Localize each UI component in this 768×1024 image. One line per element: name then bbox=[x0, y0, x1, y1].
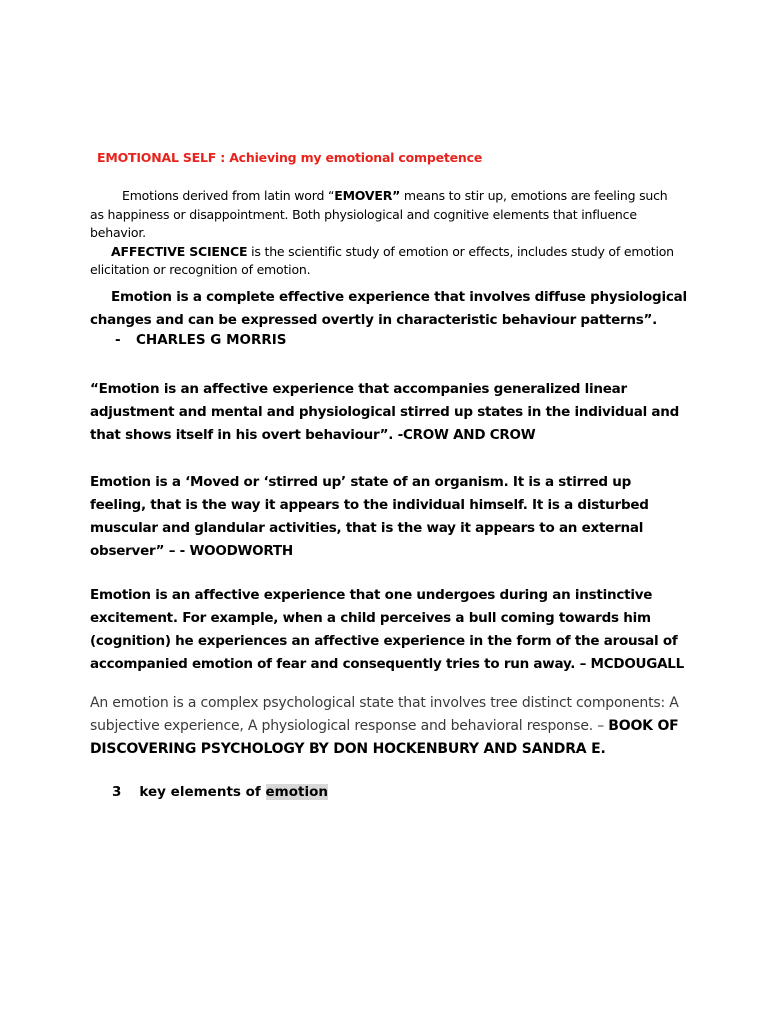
intro-text-b: means to stir up, emotions are feeling such as happiness or disappointment. Both physiological and cognitive elements that influence behavior. bbox=[90, 188, 668, 240]
quote-morris: Emotion is a complete effective experience that involves diffuse physiological changes and can be expressed overtly in characteristic behaviour patterns”. bbox=[90, 289, 687, 328]
intro-paragraph bbox=[90, 187, 680, 280]
quote-hockenbury bbox=[90, 692, 690, 761]
key-elements-number: 3 bbox=[112, 784, 122, 800]
hockenbury-source: BOOK OF DISCOVERING PSYCHOLOGY BY DON HOCKENBURY AND SANDRA E. bbox=[90, 718, 679, 757]
intro-affective-science bbox=[90, 243, 680, 280]
quote-crow: “Emotion is an affective experience that accompanies generalized linear adjustment and mental and physiological stirred up states in the individual and that shows itself in his overt behaviour”. -CROW AND CROW bbox=[90, 381, 680, 443]
document-heading: EMOTIONAL SELF : Achieving my emotional competence bbox=[97, 150, 483, 165]
intro-etymology bbox=[90, 187, 680, 243]
key-elements-heading bbox=[112, 784, 328, 800]
affective-science-def: is the scientific study of emotion or effects, includes study of emotion elicitation or recognition of emotion. bbox=[90, 243, 674, 277]
intro-bold-word: EMOVER” bbox=[334, 188, 401, 203]
attribution-dash: - bbox=[115, 332, 121, 348]
intro-text-a: Emotions derived from latin word “ bbox=[122, 188, 335, 203]
key-elements-label: key elements of bbox=[139, 784, 266, 800]
quote-woodworth: Emotion is a ‘Moved or ‘stirred up’ state of an organism. It is a stirred up feeling, that is the way it appears to the individual himself. It is a disturbed muscular and glandular activities, that is the way it appears to an external observer” – - WOODWORTH bbox=[90, 474, 649, 559]
hockenbury-text: An emotion is a complex psychological state that involves tree distinct components: A subjective experience, A physiological response and behavioral response. – bbox=[90, 695, 679, 734]
highlighted-word: emotion bbox=[265, 784, 328, 800]
attribution-morris: CHARLES G MORRIS bbox=[136, 332, 287, 348]
quote-mcdougall: Emotion is an affective experience that one undergoes during an instinctive excitement. For example, when a child perceives a bull coming towards him (cognition) he experiences an affective experience in the form of the arousal of accompanied emotion of fear and consequently tries to run away. – MCDOUGALL bbox=[90, 587, 685, 672]
affective-science-term: AFFECTIVE SCIENCE bbox=[111, 243, 248, 259]
